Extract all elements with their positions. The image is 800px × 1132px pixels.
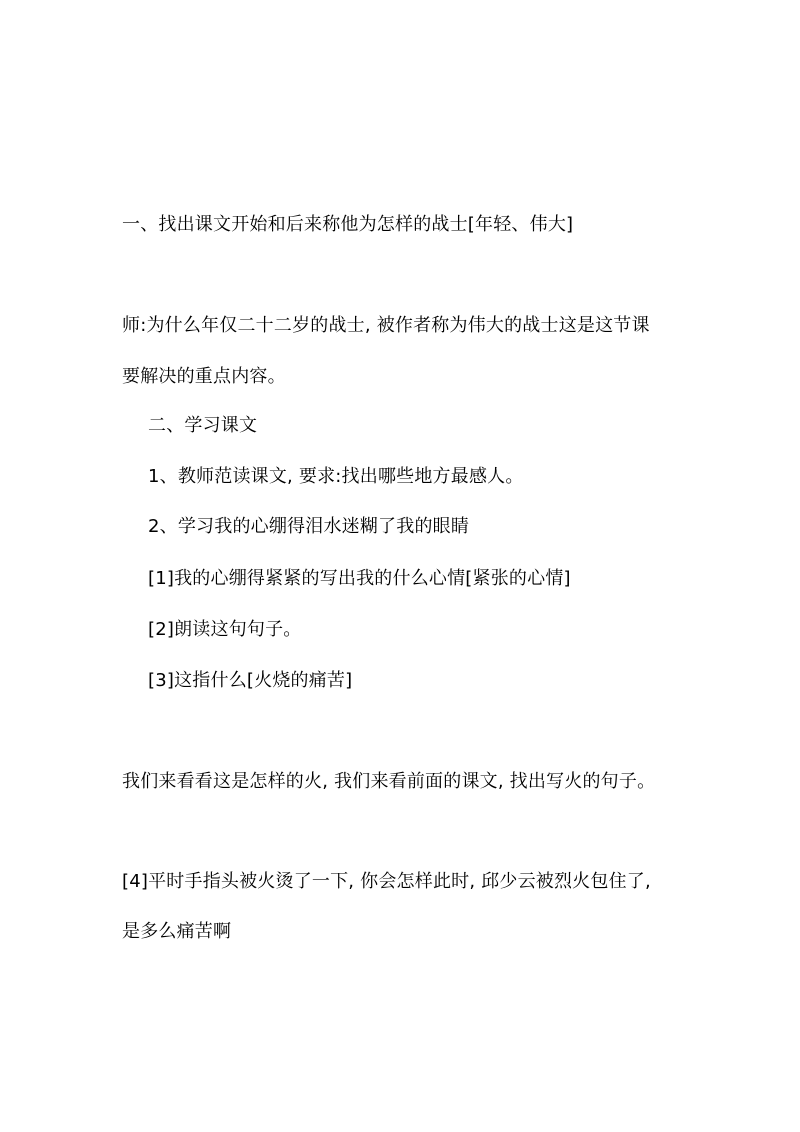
sub-item-4-line-2: 是多么痛苦啊 [122, 921, 232, 942]
section-heading-2: 二、学习课文 [148, 415, 258, 436]
sub-item-3: [3]这指什么[火烧的痛苦] [148, 670, 353, 691]
sub-item-2: [2]朗读这句句子。 [148, 619, 302, 640]
paragraph-teacher-line-2: 要解决的重点内容。 [122, 366, 286, 387]
paragraph-fire: 我们来看看这是怎样的火, 我们来看前面的课文, 找出写火的句子。 [122, 771, 656, 792]
section-heading-1: 一、找出课文开始和后来称他为怎样的战士[年轻、伟大] [122, 214, 574, 235]
list-item-1: 1、教师范读课文, 要求:找出哪些地方最感人。 [148, 466, 524, 487]
list-item-2: 2、学习我的心绷得泪水迷糊了我的眼睛 [148, 516, 470, 537]
sub-item-1: [1]我的心绷得紧紧的写出我的什么心情[紧张的心情] [148, 568, 571, 589]
sub-item-4-line-1: [4]平时手指头被火烫了一下, 你会怎样此时, 邱少云被烈火包住了, [122, 871, 651, 892]
paragraph-teacher-line-1: 师:为什么年仅二十二岁的战士, 被作者称为伟大的战士这是这节课 [122, 315, 650, 336]
